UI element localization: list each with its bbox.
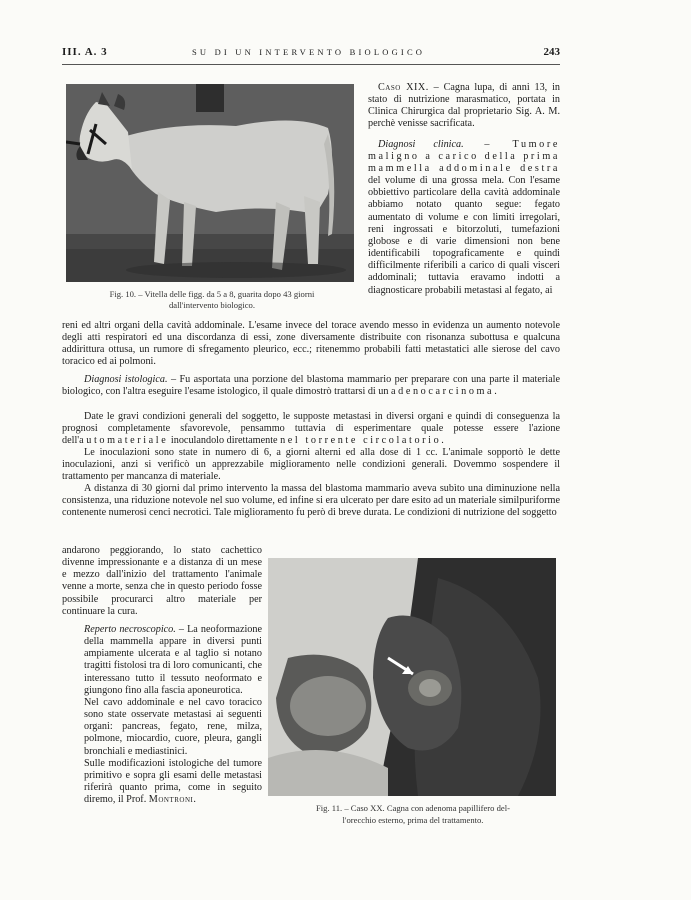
necropsy-label: Reperto necroscopico.	[84, 623, 176, 635]
case-label: Caso XIX.	[378, 82, 429, 93]
case-xix-column	[368, 82, 560, 297]
conditions-text-b: inoculandolo direttamente	[168, 434, 281, 446]
case-description: – Cagna lupa, di anni 13, in stato di nutrizione marasmatico, portata in Clinica Chirurgica dal proprietario Sig. A. M. perchè venisse sacrificata.	[368, 82, 560, 130]
header-rule	[62, 64, 560, 65]
author-name: Montroni.	[148, 794, 197, 806]
clinical-diagnosis-paragraph	[368, 139, 560, 297]
full-width-text	[62, 320, 560, 519]
inoculations-paragraph: Le inoculazioni sono state in numero di 6, a giorni alterni ed alla dose di 1 cc. L'animale sopportò le dette inoculazioni, anzi si verificò un apprezzabile miglioramento nelle condizioni generali. Dovemmo sospendere il trattamento per mancanza di materiale.	[62, 446, 560, 483]
figure-10-caption	[62, 289, 362, 311]
figure-11-caption-line2: l'orecchio esterno, prima del trattamento.	[342, 815, 484, 825]
conditions-paragraph	[62, 411, 560, 447]
metastasis-paragraph: Nel cavo addominale e nel cavo toracico sono state osservate metastasi ai seguenti organi: pancreas, fegato, rene, milza, polmone, miocardio, cuore, pleura, gangli bronchiali e mediastinici.	[84, 696, 262, 757]
figure-10-caption-line1: Fig. 10. – Vitella delle figg. da 5 a 8, guarita dopo 43 giorni	[109, 289, 315, 299]
clinical-diagnosis-label: Diagnosi clinica.	[378, 138, 464, 150]
worsening-paragraph: andarono peggiorando, lo stato cachettico divenne impressionante e a distanza di un mese e mezzo dall'inizio del trattamento l'animale venne a morte, senza che in questo periodo fosse possibile procurarci altro materiale per continuare la cura.	[62, 545, 262, 617]
calf-illustration	[66, 84, 354, 282]
necropsy-paragraph	[84, 624, 262, 697]
histological-end: .	[494, 386, 497, 398]
section-number: III. A. 3	[62, 46, 108, 58]
circulation-term: nel torrente circolatorio	[280, 434, 442, 446]
running-title: SU DI UN INTERVENTO BIOLOGICO	[192, 47, 426, 57]
figure-11-caption	[268, 802, 558, 826]
running-header	[62, 46, 560, 62]
clinical-diagnosis-text: del volume di una grossa mela. Con l'esame obbiettivo particolare della cavità addominale abbiamo notato quanto segue: fegato aumentato di volume e con limiti irregolari, reni ingrossati e bitorzoluti, tumefazioni globose e di varie dimensioni non bene identificabili topograficamente e quindi difficilmente riferibili a carico di quali visceri addominali; tuttavia eravamo indotti a diagnosticare probabili metastasi al fegato, ai	[368, 175, 560, 296]
histological-label: Diagnosi istologica.	[84, 374, 168, 386]
case-xix-paragraph	[368, 82, 560, 131]
thirty-days-paragraph: A distanza di 30 giorni dal primo intervento la massa del blastoma mammario aveva subìto una diminuzione nella consistenza, una riduzione notevole nel suo volume, ed infine si era ulcerato per dare esito ad un materiale similpuriforme contenente numerosi cenci necrotici. Tale miglioramento fu però di breve durata. Le condizioni di nutrizione del soggetto	[62, 483, 560, 519]
figure-11-caption-line1: Fig. 11. – Caso XX. Cagna con adenoma papillifero del-	[316, 803, 510, 813]
figure-10-caption-line2: dall'intervento biologico.	[168, 300, 256, 310]
figure-10-calf-photo	[66, 84, 354, 282]
left-text-column	[62, 545, 263, 806]
histological-paragraph	[62, 374, 560, 398]
histology-followup-paragraph	[84, 758, 262, 807]
histological-text: – Fu asportata una porzione del blastoma mammario per preparare con una parte il materiale biologico, con l'altra eseguire l'esame istologico, il quale dimostrò trattarsi di un	[62, 374, 560, 398]
automateriale-term: automateriale	[79, 434, 169, 446]
clinical-diagnosis-emphasis: – Tumore maligno a carico della prima mammella addominale destra	[368, 138, 560, 174]
histological-diagnosis: adenocarcinoma	[391, 386, 495, 398]
necropsy-text: – La neoformazione della mammella appare in diversi punti ampiamente ulcerata e al taglio si notano tragitti fistolosi tra di loro comunicanti, che interessano tutto il tessuto neoformato e giungono fino alla fascia aponeurotica.	[84, 623, 263, 696]
conditions-text-a: Date le gravi condizioni generali del soggetto, le supposte metastasi in diversi organi e quindi di conseguenza la prognosi completamente sfavorevole, pensammo tuttavia di esperimentare quale potesse essere l'azione dell'	[62, 410, 560, 446]
histology-followup-text: Sulle modificazioni istologiche del tumore primitivo e sopra gli esami delle metastasi riferirà quanto prima, come in seguito diremo, il Prof.	[84, 757, 262, 806]
thorax-paragraph: reni ed altri organi della cavità addominale. L'esame invece del torace avendo messo in evidenza un aumento notevole degli atti respiratori ed una discordanza di essi, zone diversamente distribuite con risonanza subottusa e qualcuna addirittura ottusa, un rumore di sfregamento pleurico, ecc.; ritenemmo probabili fatti metastatici alle sierose del cavo toracico ed ai polmoni.	[62, 320, 560, 368]
page-number: 243	[543, 46, 560, 58]
dog-ear-illustration	[268, 558, 556, 796]
conditions-text-c: .	[441, 434, 444, 446]
figure-11-dog-photo	[268, 558, 556, 796]
